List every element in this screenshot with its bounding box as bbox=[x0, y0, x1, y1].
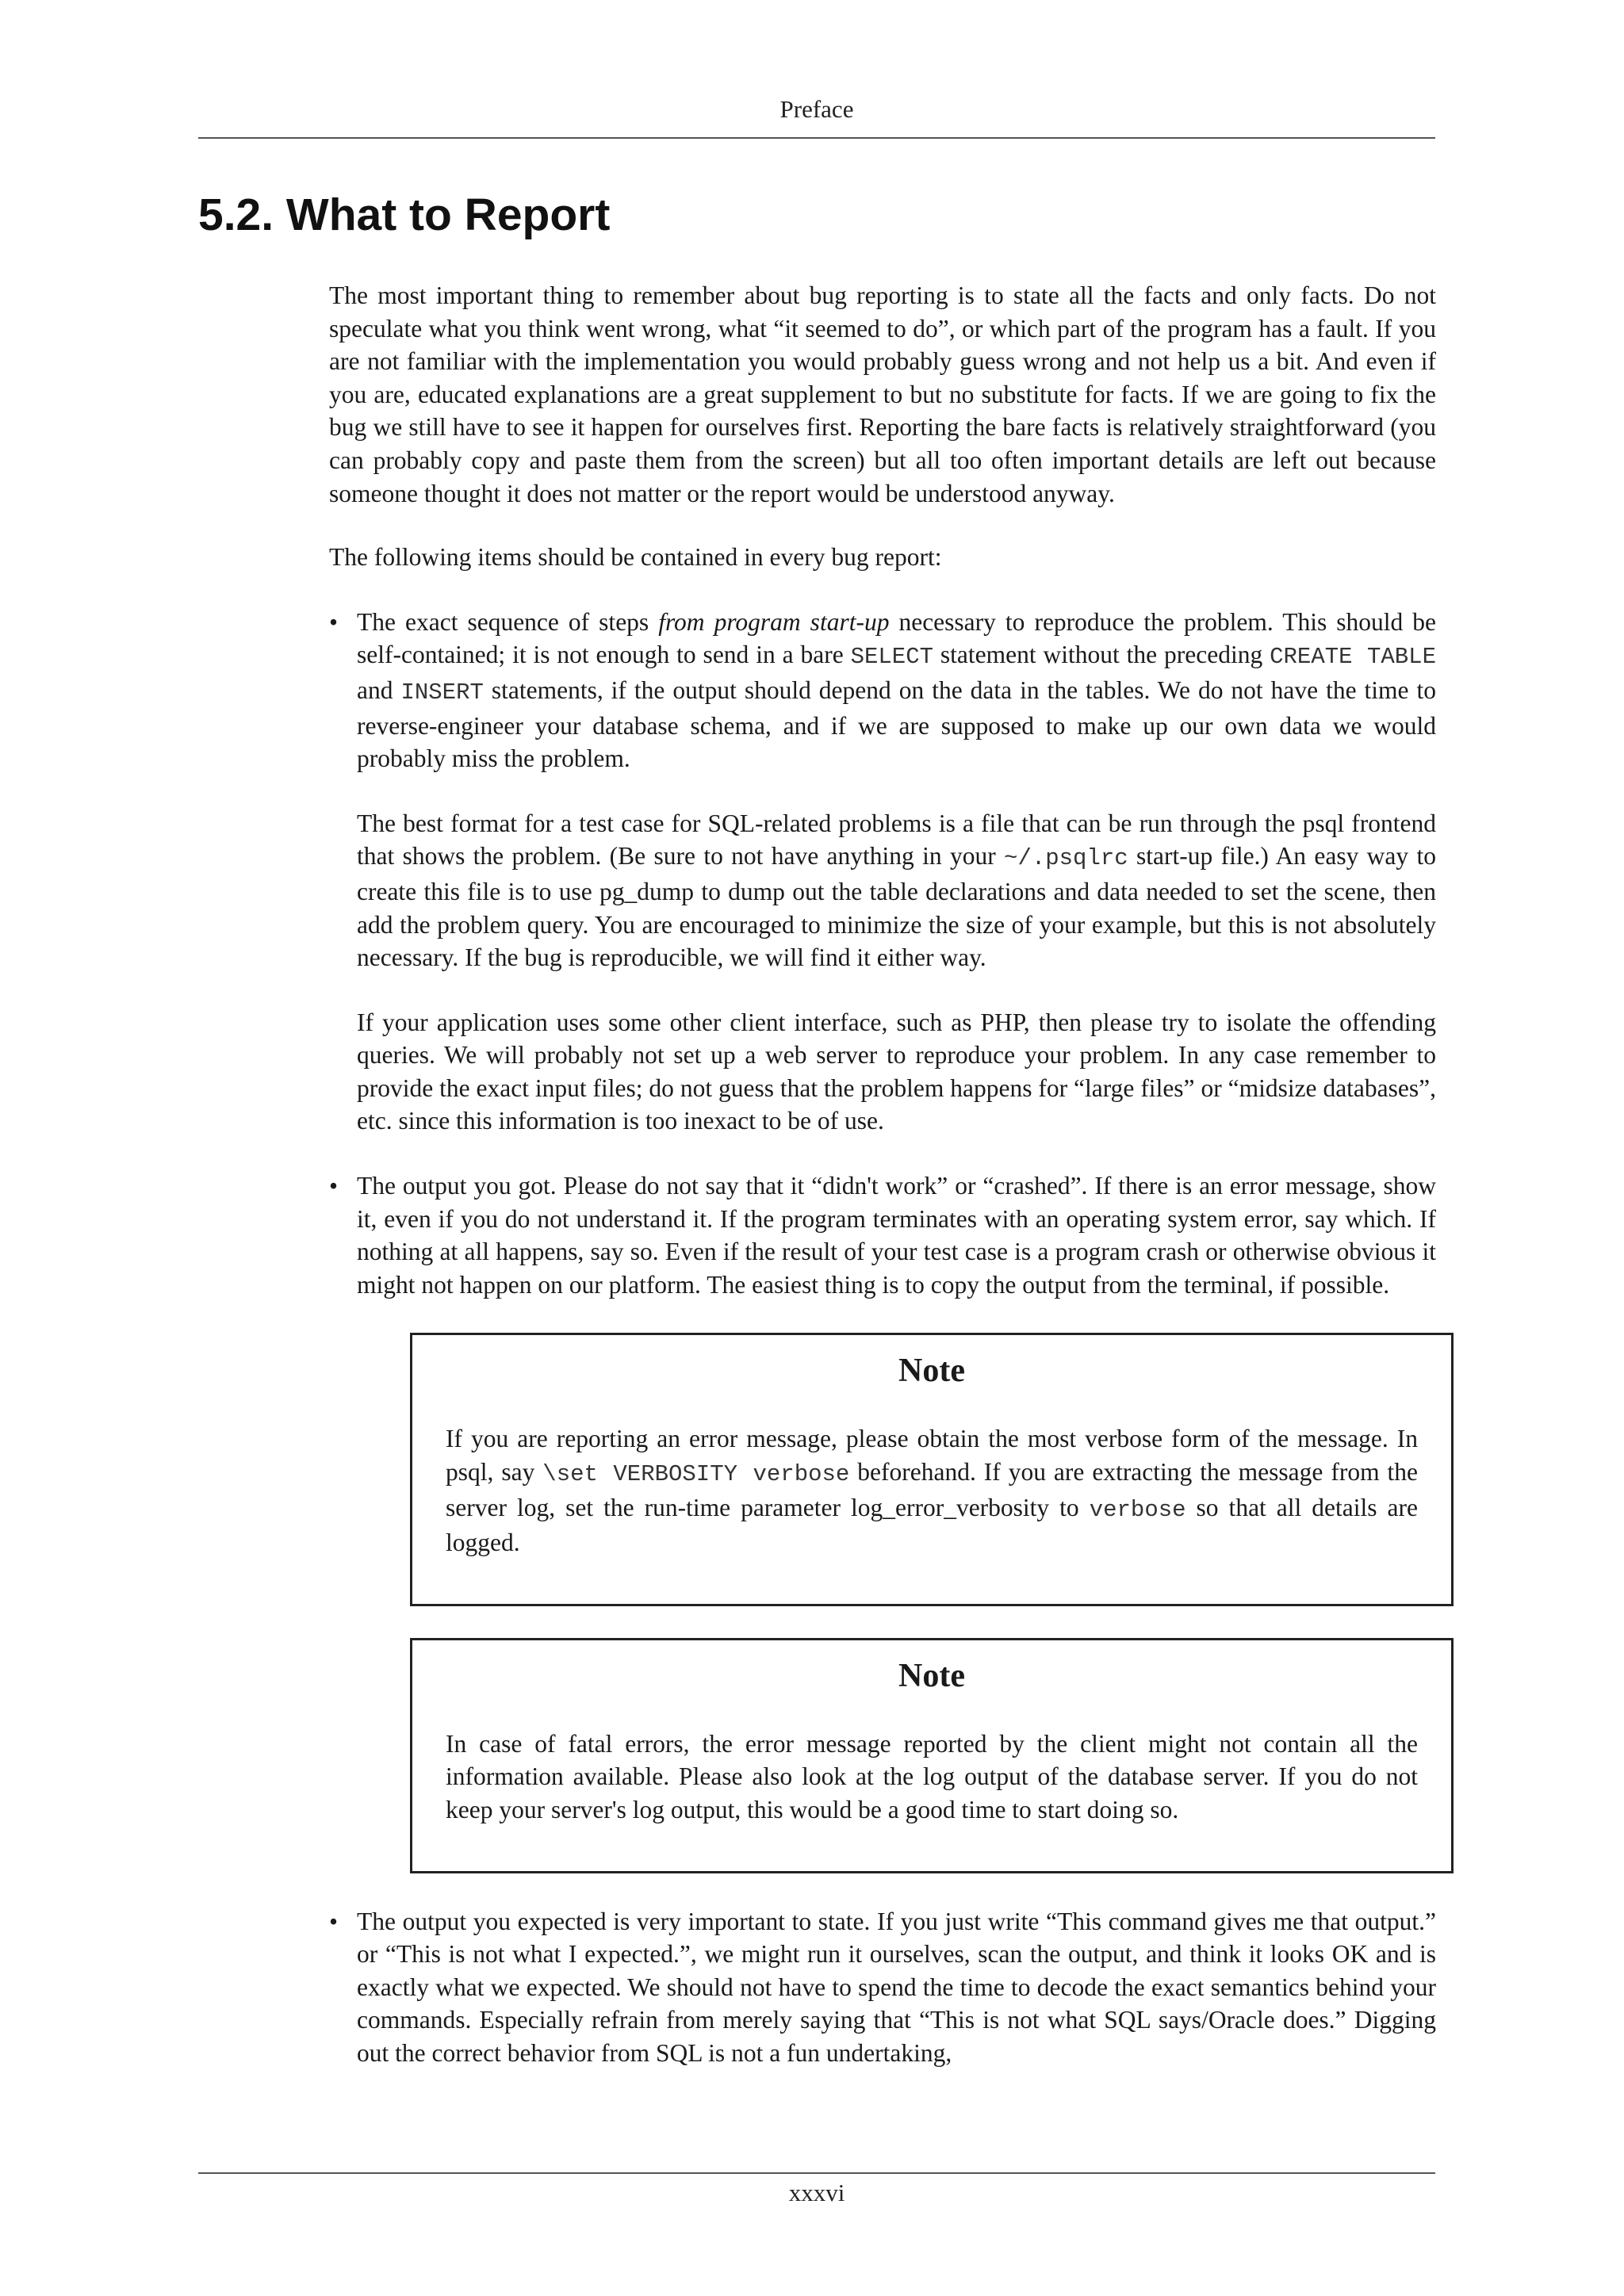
note-box bbox=[410, 1638, 1454, 1873]
text-run: statement without the preceding bbox=[933, 641, 1270, 669]
bullet-marker: • bbox=[329, 1907, 339, 1935]
item-paragraph bbox=[357, 606, 1436, 775]
running-header: Preface bbox=[779, 95, 854, 123]
list-item bbox=[329, 1169, 1436, 1873]
intro-paragraph: The most important thing to remember about bug reporting is to state all the facts and only facts. Do not speculate what you think went wrong, what “it seemed to do”, or which part of the program has a fault. If you are not familiar with the implementation you would probably guess wrong and not help us a bit. And even if you are, educated explanations are a great supplement to but no substitute for facts. If we are going to fix the bug we still have to see it happen for ourselves first. Reporting the bare facts is relatively straightforward (you can probably copy and paste them from the screen) but all too often important details are left out because someone thought it does not matter or the report would be understood anyway. bbox=[329, 281, 1436, 507]
note-text: In case of fatal errors, the error message reported by the client might not contain all the information available. Please also look at the log output of the database server. If you do not keep your server's log output, this would be a good time to start doing so. bbox=[446, 1729, 1418, 1823]
text-run: statements, if the output should depend on the data in the tables. We do not have the time to reverse-engineer your database schema, and if we are supposed to make up our own data we would probably miss the problem. bbox=[357, 675, 1437, 773]
code-set-verbosity: \set VERBOSITY verbose bbox=[542, 1461, 850, 1488]
note-title: Note bbox=[898, 1657, 965, 1694]
text-run: The exact sequence of steps bbox=[357, 607, 659, 636]
text-run: If you are reporting an error message, please obtain the most verbose form of the message. In psql, say bbox=[446, 1425, 1418, 1487]
code-insert: INSERT bbox=[400, 679, 484, 706]
item-paragraph bbox=[357, 807, 1436, 974]
note-box bbox=[410, 1333, 1454, 1605]
footer-rule bbox=[198, 2172, 1435, 2174]
item-paragraph: The output you got. Please do not say that it “didn't work” or “crashed”. If there is an error message, show it, even if you do not understand it. If the program terminates with an operating system error, say which. If nothing at all happens, say so. Even if the result of your test case is a program crash or otherwise obvious it might not happen on our platform. The easiest thing is to copy the output from the terminal, if possible. bbox=[357, 1172, 1436, 1299]
item-paragraph: The output you expected is very important to state. If you just write “This command gives me that output.” or “This is not what I expected.”, we might run it ourselves, scan the output, and think it looks OK and is exactly what we expected. We should not have to spend the time to decode the exact semantics behind your commands. Especially refrain from merely saying that “This is not what SQL says/Oracle does.” Digging out the correct behavior from SQL is not a fun undertaking, bbox=[357, 1907, 1436, 2067]
note-title: Note bbox=[898, 1353, 965, 1390]
item-paragraph: If your application uses some other client interface, such as PHP, then please try to isolate the offending queries. We will probably not set up a web server to reproduce your problem. In any case remember to provide the exact input files; do not guess that the problem happens for “large files” or “midsize databases”, etc. since this information is too inexact to be of use. bbox=[357, 1008, 1436, 1135]
code-select: SELECT bbox=[850, 644, 933, 671]
header-rule bbox=[198, 137, 1435, 139]
items-intro-paragraph: The following items should be contained in every bug report: bbox=[329, 543, 942, 572]
text-run: so that all details are logged. bbox=[446, 1493, 1418, 1557]
bullet-marker: • bbox=[329, 607, 339, 636]
note-text bbox=[446, 1422, 1418, 1559]
text-run: beforehand. If you are extracting the message from the server log, set the run-time parameter log_error_verbosity to bbox=[446, 1458, 1419, 1521]
text-run: and bbox=[357, 675, 401, 704]
list-item bbox=[329, 606, 1436, 1138]
code-create-table: CREATE TABLE bbox=[1270, 644, 1436, 671]
code-psqlrc: ~/.psqlrc bbox=[1004, 845, 1128, 872]
text-run: necessary to reproduce the problem. This should be self-contained; it is not enough to send in a bare bbox=[357, 607, 1436, 669]
emphasis-text: from program start-up bbox=[658, 607, 890, 636]
text-run: The best format for a test case for SQL-related problems is a file that can be run through the psql frontend that shows the problem. (Be sure to not have anything in your bbox=[357, 809, 1436, 871]
page-number: xxxvi bbox=[788, 2179, 845, 2206]
bug-report-items-list bbox=[329, 606, 1436, 2070]
text-run: start-up file.) An easy way to create this file is to use pg_dump to dump out the table declarations and data needed to set the scene, then add the problem query. You are encouraged to minimize the size of your example, but this is not absolutely necessary. If the bug is reproducible, we will find it either way. bbox=[357, 842, 1436, 972]
section-body bbox=[329, 279, 1436, 2102]
list-item bbox=[329, 1905, 1436, 2070]
section-title: 5.2. What to Report bbox=[198, 189, 611, 240]
code-verbose: verbose bbox=[1089, 1496, 1186, 1523]
bullet-marker: • bbox=[329, 1172, 339, 1200]
